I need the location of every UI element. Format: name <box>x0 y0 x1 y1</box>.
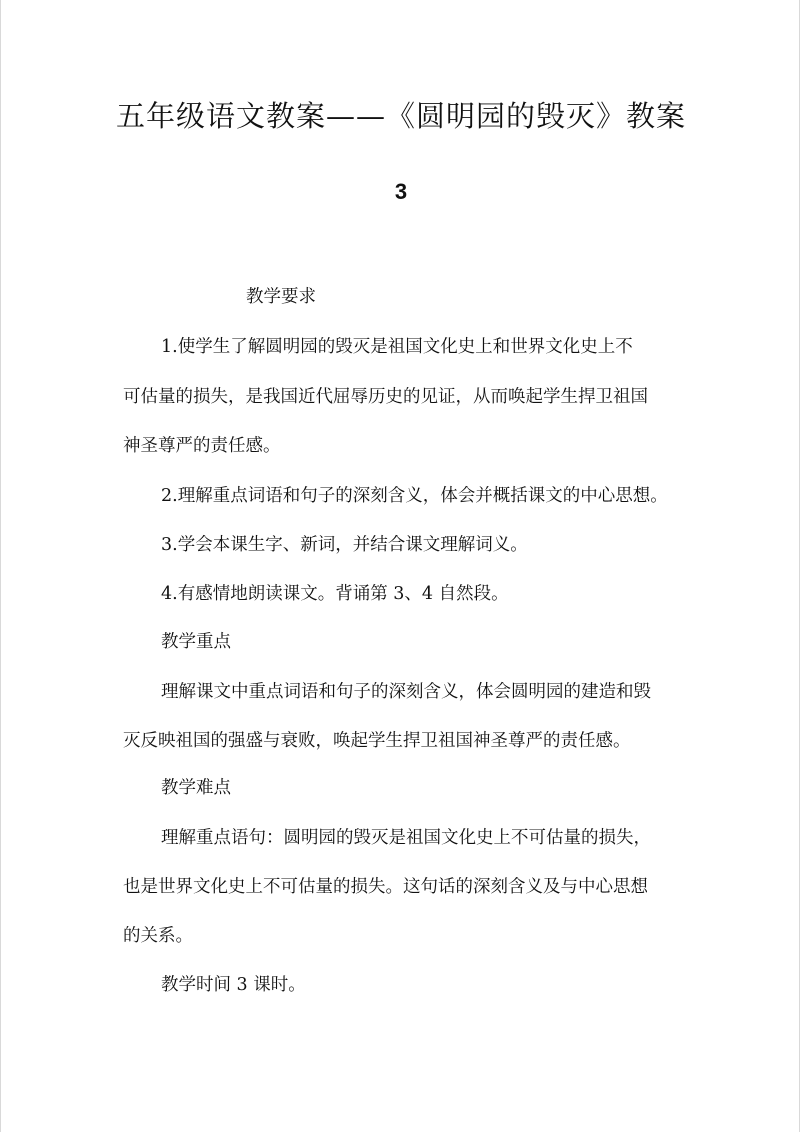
heading-teaching-difficulty: 教学难点 <box>161 778 231 798</box>
document-title: 五年级语文教案——《圆明园的毁灭》教案 <box>115 99 686 133</box>
difficulty-line-3: 的关系。 <box>123 926 193 946</box>
teaching-time: 教学时间 3 课时。 <box>161 975 306 995</box>
heading-teaching-requirements: 教学要求 <box>246 287 316 307</box>
requirement-3: 3.学会本课生字、新词，并结合课文理解词义。 <box>161 535 528 555</box>
requirement-1-line-1: 1.使学生了解圆明园的毁灭是祖国文化史上和世界文化史上不 <box>161 337 633 357</box>
difficulty-line-2: 也是世界文化史上不可估量的损失。这句话的深刻含义及与中心思想 <box>123 877 648 897</box>
difficulty-line-1: 理解重点语句：圆明园的毁灭是祖国文化史上不可估量的损失， <box>161 828 651 848</box>
document-title-number: 3 <box>394 179 408 204</box>
requirement-4: 4.有感情地朗读课文。背诵第 3、4 自然段。 <box>161 584 509 604</box>
requirement-1-line-3: 神圣尊严的责任感。 <box>123 436 281 456</box>
heading-teaching-focus: 教学重点 <box>161 632 231 652</box>
focus-line-1: 理解课文中重点词语和句子的深刻含义，体会圆明园的建造和毁 <box>161 682 651 702</box>
requirement-1-line-2: 可估量的损失，是我国近代屈辱历史的见证，从而唤起学生捍卫祖国 <box>123 387 648 407</box>
requirement-2: 2.理解重点词语和句子的深刻含义，体会并概括课文的中心思想。 <box>161 486 668 506</box>
focus-line-2: 灭反映祖国的强盛与衰败，唤起学生捍卫祖国神圣尊严的责任感。 <box>123 731 631 751</box>
